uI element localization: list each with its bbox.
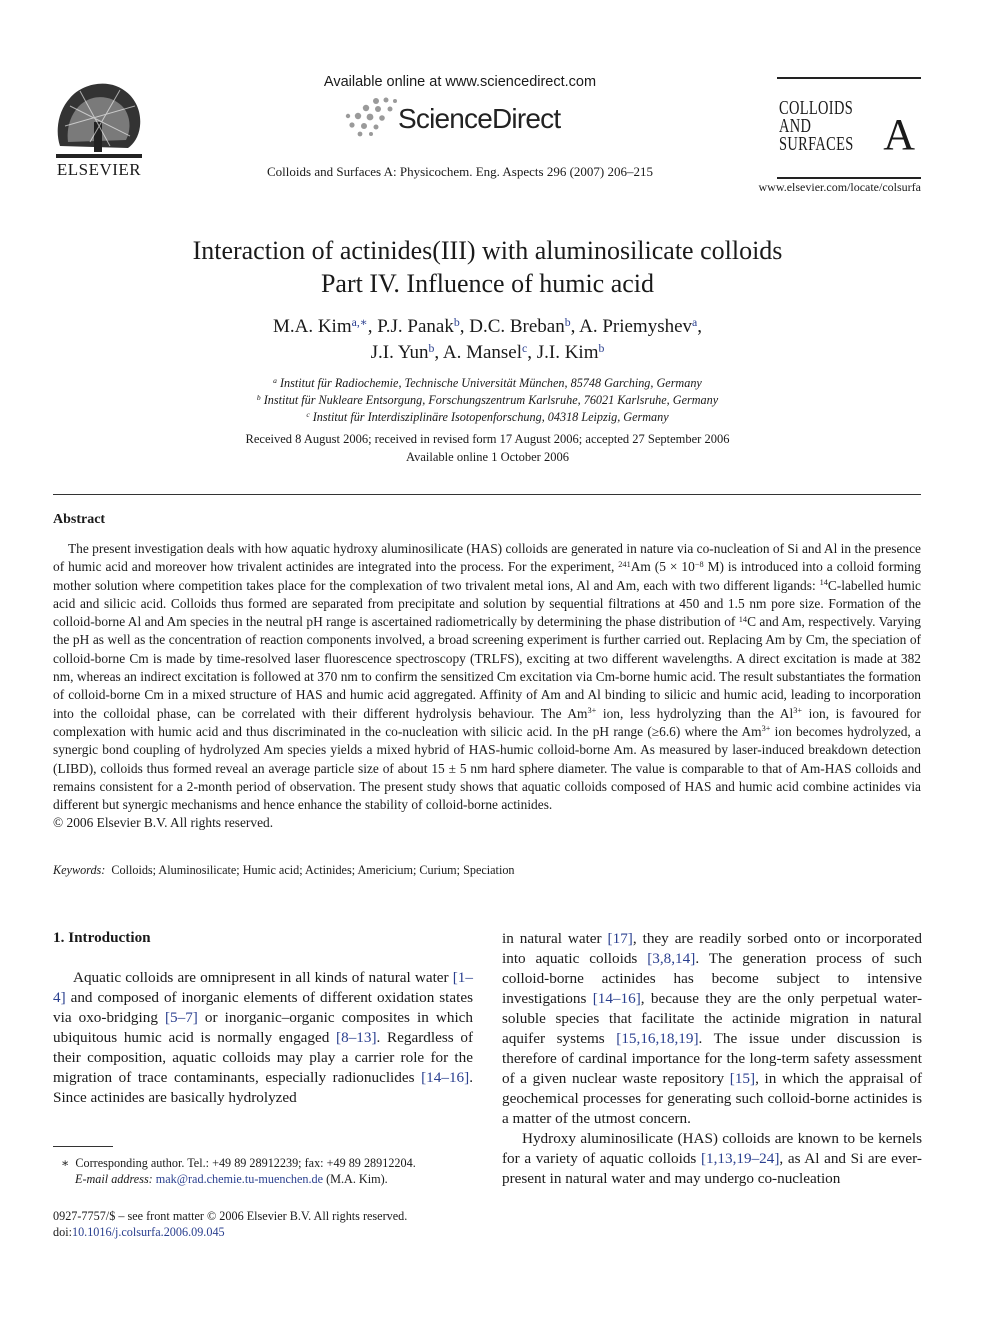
paragraph: Aquatic colloids are omnipresent in all kinds of natural water [1–4] and composed of inorganic elements of different oxidation states via oxo-bridging [5–7] or inorganic–organic composites in which ubiquitous humic acid is normally engaged [8–13]. Regardless of their composition, aquatic colloids may play a carrier role for the migration of trace contaminants, especially radionuclides [14–16]. Since actinides are basically hydrolyzed — [53, 969, 473, 1106]
citation-link[interactable]: [14–16] — [592, 990, 641, 1007]
author-separator: , — [570, 316, 580, 337]
author-name: D.C. Breban — [469, 316, 565, 337]
left-column-text — [53, 968, 473, 1108]
doi-line — [53, 1224, 473, 1240]
journal-logo-text — [779, 99, 854, 153]
journal-logo — [777, 77, 921, 179]
email-label: E-mail address: — [75, 1172, 153, 1186]
publisher-name: ELSEVIER — [56, 160, 142, 179]
paragraph: Hydroxy aluminosilicate (HAS) colloids are known to be kernels for a variety of aquatic colloids [1,13,19–24], as Al and Si are ever-present in natural water and may undergo co-nucleation — [502, 1130, 922, 1187]
citation-link[interactable]: [3,8,14] — [647, 950, 696, 967]
journal-citation: Colloids and Surfaces A: Physicochem. Eng. Aspects 296 (2007) 206–215 — [267, 164, 653, 179]
affiliation-c — [60, 410, 915, 425]
author-name: A. Priemyshev — [579, 316, 693, 337]
footnote-divider — [53, 1146, 113, 1147]
section-heading: 1. Introduction — [53, 929, 151, 946]
sciencedirect-dots-icon — [340, 96, 402, 138]
affiliation-mark: c — [306, 409, 310, 419]
citation-link[interactable]: [14–16] — [421, 1069, 470, 1086]
citation-link[interactable]: [15,16,18,19] — [616, 1030, 699, 1047]
doi-label: doi: — [53, 1225, 72, 1239]
email-note — [53, 1171, 473, 1187]
author-name: J.I. Yun — [370, 342, 429, 363]
affiliation-b — [60, 393, 915, 408]
author-name: M.A. Kim — [272, 316, 352, 337]
citation-link[interactable]: [15] — [729, 1070, 756, 1087]
available-online-date: Available online 1 October 2006 — [406, 450, 569, 464]
author-affil-link[interactable]: b — [453, 315, 460, 329]
right-column-text — [502, 929, 922, 1189]
authors-line-1 — [60, 316, 915, 338]
footnote — [53, 1155, 473, 1187]
front-matter-line: 0927-7757/$ – see front matter © 2006 Elsevier B.V. All rights reserved. — [53, 1209, 408, 1223]
keywords — [53, 863, 921, 878]
author-separator: , — [367, 316, 378, 337]
available-online-text[interactable]: Available online at www.sciencedirect.com — [323, 74, 597, 90]
email-link[interactable]: mak@rad.chemie.tu-muenchen.de — [155, 1172, 324, 1186]
affiliation-text: Institut für Nukleare Entsorgung, Forschungszentrum Karlsruhe, 76021 Karlsruhe, Germany — [263, 393, 719, 407]
author-name: P.J. Panak — [377, 316, 454, 337]
citation-link[interactable]: [5–7] — [164, 1009, 198, 1026]
author-affil-link[interactable]: b — [564, 315, 571, 329]
journal-url-link[interactable]: www.elsevier.com/locate/colsurfa — [758, 180, 921, 194]
affiliation-text: Institut für Interdisziplinäre Isotopenforschung, 04318 Leipzig, Germany — [312, 410, 669, 424]
author-affil-link[interactable]: b — [428, 341, 435, 355]
keywords-list: Colloids; Aluminosilicate; Humic acid; Actinides; Americium; Curium; Speciation — [111, 863, 515, 877]
citation-link[interactable]: [1–4] — [53, 969, 473, 1006]
affiliation-mark: b — [256, 392, 261, 402]
footnote-contact: Corresponding author. Tel.: +49 89 28912239; fax: +49 89 28912204. — [75, 1156, 416, 1170]
issn-block — [53, 1208, 473, 1240]
keywords-label: Keywords: — [53, 863, 106, 877]
author-separator: , — [697, 316, 703, 337]
citation-link[interactable]: [8–13] — [336, 1029, 377, 1046]
article-title-line-1: Interaction of actinides(III) with aluminosilicate colloids — [192, 236, 783, 265]
abstract-body — [53, 540, 921, 833]
affiliation-mark: a — [273, 375, 277, 385]
author-name: A. Mansel — [442, 342, 522, 363]
affiliation-a — [60, 376, 915, 391]
abstract-text: The present investigation deals with how aquatic hydroxy aluminosilicate (HAS) colloids are generated in nature via co-nucleation of Si and Al in the presence of humic acid and moreover how trivalent actinides are integrated into the process. For the experiment, $^{241}$Am ($5 \times 10^{-8}$ M) is introduced into a colloid forming mother solution where competition takes place for the complexation of two trivalent metal ions, Al and Am, each with two different ligands: $^{14}$C-labelled humic acid and silicic acid. Colloids thus formed are separated from precipitate and solution by sequential filtrations at 450 and 1.5 nm pore size. Formation of the colloid-borne Al and Am species in the neutral pH range is ascertained radiometrically by determining the phase distribution of $^{14}$C and Am, respectively. Varying the pH as well as the concentration of reaction components involved, a broad screening experiment is further carried out. Replacing Am by Cm, the speciation of colloid-borne Cm is made by time-resolved laser fluorescence spectroscopy (TRLFS), exciting at two different wavelengths. A direct excitation is made at 382 nm, whereas an indirect excitation is followed at 370 nm to confirm the sensitized Cm excitation via Cm-borne humic acid. The result substantiates the formation of colloid-borne Cm in a mixed structure of HAS and humic acid aggregated. Affinity of Am and Al binding to silicic and humic acid, leading to incorporation into the colloidal phase, can be correlated with their different hydrolysis behaviour. The $Am^{3+}$ ion, less hydrolyzing than the $Al^{3+}$ ion, is favoured for complexation with humic acid and thus discriminated in the co-nucleation with silicic acid. In the pH range (≥6.6) where the $Am^{3+}$ ion becomes hydrolyzed, a synergic bond coupling of hydrolyzed Am species yields a mixed hybrid of HAS-humic colloid-borne Am. As measured by laser-induced breakdown detection (LIBD), colloids thus formed reveal an average particle size of about 15 ± 5 nm hard sphere diameter. The value is comparable to that of Am-HAS colloids and remains consistent for a 2-month period of observation. The present study shows that aquatic colloids composed of HAS and humic acid combine actinides via different but synergic mechanisms and hence enhance the stability of colloid-borne actinides. — [53, 541, 922, 813]
author-separator: , — [459, 316, 470, 337]
author-separator: , — [434, 342, 443, 363]
author-affil-link[interactable]: c — [522, 341, 528, 355]
author-affil-link[interactable]: a,∗ — [351, 315, 368, 329]
journal-logo-line: SURFACES — [779, 133, 854, 155]
corresponding-author-note — [53, 1155, 473, 1171]
citation-link[interactable]: [17] — [607, 930, 633, 947]
citation-link[interactable]: [1,13,19–24] — [700, 1150, 780, 1167]
journal-logo-letter: A — [883, 110, 915, 159]
email-suffix: (M.A. Kim). — [326, 1172, 388, 1186]
authors-line-2 — [60, 342, 915, 364]
abstract-heading: Abstract — [53, 512, 106, 527]
abstract-copyright: © 2006 Elsevier B.V. All rights reserved. — [53, 815, 274, 831]
journal-logo-line: AND — [779, 115, 812, 137]
author-affil-link[interactable]: a — [692, 315, 698, 329]
author-separator: , — [527, 342, 537, 363]
author-name: J.I. Kim — [536, 342, 599, 363]
received-dates: Received 8 August 2006; received in revised form 17 August 2006; accepted 27 September 2006 — [245, 432, 730, 446]
paragraph: in natural water [17], they are readily sorbed onto or incorporated into aquatic colloids [3,8,14]. The generation process of such colloid-borne actinides has become subject to intensive investigations [14–16], because they are the only perpetual water-soluble species that facilitate the actinide migration in natural aquifer systems [15,16,18,19]. The issue under discussion is therefore of cardinal importance for the long-term safety assessment of a given nuclear waste repository [15], in which the appraisal of geochemical processes for generating such colloid-borne actinides is a matter of the utmost concern. — [502, 930, 923, 1127]
section-divider — [53, 494, 921, 495]
footnote-mark: ∗ — [61, 1156, 70, 1170]
doi-link[interactable]: 10.1016/j.colsurfa.2006.09.045 — [71, 1225, 225, 1239]
affiliation-text: Institut für Radiochemie, Technische Universität München, 85748 Garching, Germany — [279, 376, 702, 390]
author-affil-link[interactable]: b — [598, 341, 605, 355]
sciencedirect-wordmark: ScienceDirect — [398, 103, 561, 134]
article-title-line-2: Part IV. Influence of humic acid — [320, 269, 655, 298]
journal-logo-line: COLLOIDS — [779, 97, 854, 119]
